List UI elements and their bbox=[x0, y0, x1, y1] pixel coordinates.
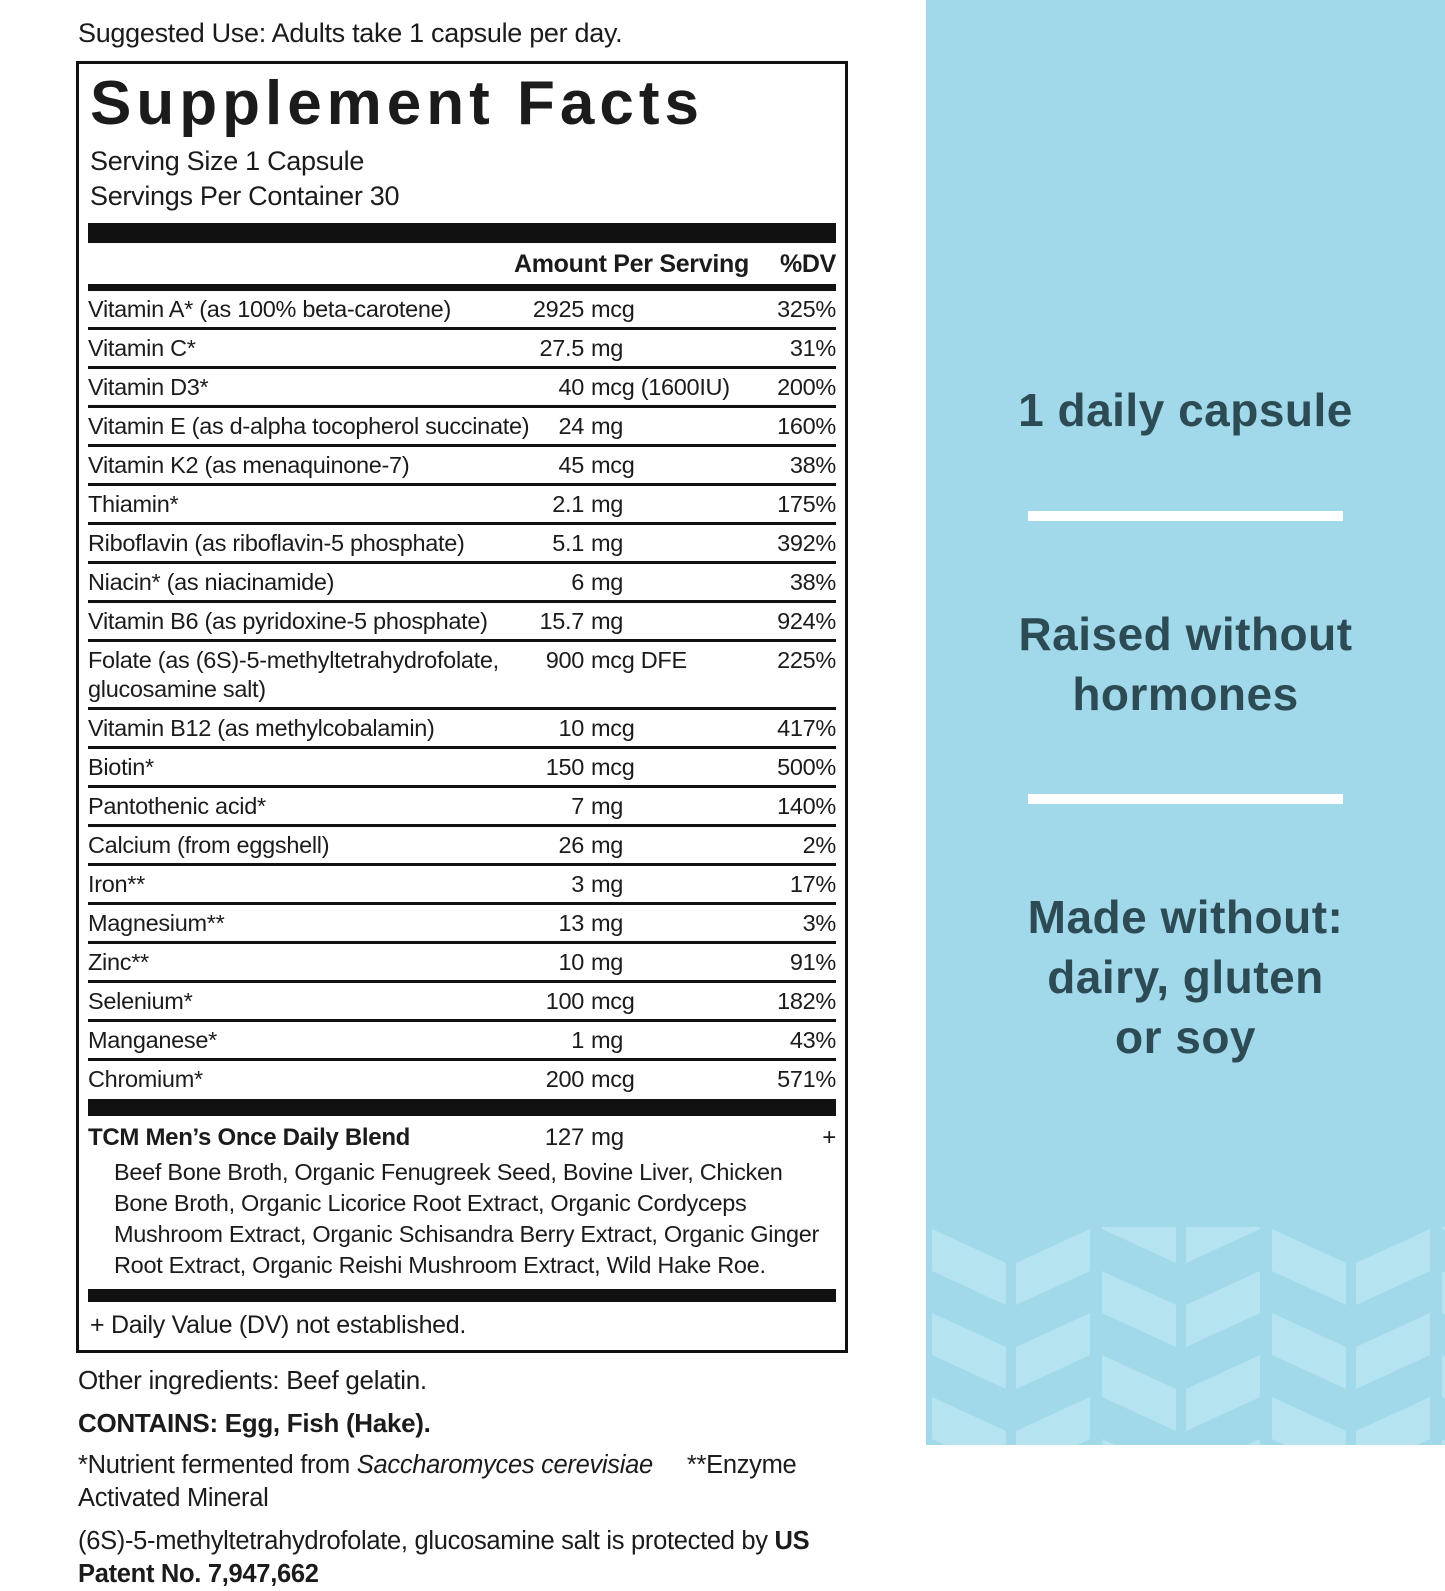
nutrient-amount-value: 27.5 bbox=[539, 335, 584, 362]
nutrient-name: Vitamin B6 (as pyridoxine-5 phosphate) bbox=[88, 608, 488, 635]
nutrient-row bbox=[88, 980, 836, 1019]
nutrient-name: Niacin* (as niacinamide) bbox=[88, 569, 335, 596]
nutrient-amount-unit: mcg bbox=[591, 296, 635, 323]
nutrient-row bbox=[88, 863, 836, 902]
nutrient-amount-value: 6 bbox=[571, 569, 584, 596]
nutrient-amount-value: 45 bbox=[558, 452, 584, 479]
nutrient-row bbox=[88, 483, 836, 522]
nutrient-amount-unit: mg bbox=[591, 530, 624, 557]
footnote-fermented-pre: *Nutrient fermented from bbox=[78, 1451, 357, 1480]
percent-dv-header: %DV bbox=[779, 250, 836, 279]
nutrient-dv: 38% bbox=[789, 569, 836, 596]
nutrient-row bbox=[88, 444, 836, 483]
footnote-enzyme: **Enzyme Activated Mineral bbox=[78, 1451, 797, 1513]
servings-per-container-text: Servings Per Container 30 bbox=[90, 181, 400, 212]
nutrient-amount-value: 2925 bbox=[532, 296, 584, 323]
nutrient-row bbox=[88, 824, 836, 863]
nutrient-name: Vitamin B12 (as methylcobalamin) bbox=[88, 715, 435, 742]
chevron-pattern bbox=[926, 1227, 1445, 1445]
contains-text: CONTAINS: Egg, Fish (Hake). bbox=[78, 1408, 431, 1439]
nutrient-amount-unit: mcg (1600IU) bbox=[591, 374, 730, 401]
supplement-facts-box bbox=[76, 61, 848, 1353]
nutrient-dv: 200% bbox=[777, 374, 836, 401]
nutrient-amount-value: 200 bbox=[545, 1066, 584, 1093]
thick-divider-bar-top bbox=[88, 223, 836, 243]
nutrient-dv: 17% bbox=[789, 871, 836, 898]
nutrient-row bbox=[88, 746, 836, 785]
nutrient-dv: 2% bbox=[802, 832, 836, 859]
claim-text: Made without: dairy, gluten or soy bbox=[1027, 891, 1344, 1063]
nutrient-amount-unit: mg bbox=[591, 1027, 624, 1054]
nutrient-name: Iron** bbox=[88, 871, 145, 898]
nutrient-dv: 182% bbox=[777, 988, 836, 1015]
nutrient-amount-unit: mcg DFE bbox=[591, 647, 687, 674]
nutrient-amount-unit: mcg bbox=[591, 988, 635, 1015]
nutrient-dv: 91% bbox=[789, 949, 836, 976]
nutrient-dv: 38% bbox=[789, 452, 836, 479]
nutrient-dv: 160% bbox=[777, 413, 836, 440]
nutrient-dv: 31% bbox=[789, 335, 836, 362]
nutrient-row bbox=[88, 902, 836, 941]
nutrient-amount-unit: mg bbox=[591, 910, 624, 937]
nutrient-name: Vitamin D3* bbox=[88, 374, 209, 401]
claims-panel bbox=[926, 0, 1445, 1445]
nutrient-name: Vitamin C* bbox=[88, 335, 196, 362]
nutrient-row bbox=[88, 561, 836, 600]
nutrient-amount-value: 900 bbox=[545, 647, 584, 674]
nutrient-amount-unit: mcg bbox=[591, 754, 635, 781]
nutrient-amount-unit: mg bbox=[591, 335, 624, 362]
nutrient-amount-unit: mg bbox=[591, 793, 624, 820]
nutrient-amount-value: 1 bbox=[571, 1027, 584, 1054]
footnote-species-italic: Saccharomyces cerevisiae bbox=[356, 1451, 653, 1480]
claims-divider bbox=[1028, 511, 1343, 521]
blend-ingredients: Beef Bone Broth, Organic Fenugreek Seed, Bovine Liver, Chicken Bone Broth, Organic Licorice Root Extract, Organic Cordyceps Mushroom Extract, Organic Schisandra Berry Extract, Organic Ginger Root Extract, Organic Reishi Mushroom Extract, Wild Hake Roe. bbox=[114, 1159, 820, 1279]
nutrient-name: Vitamin E (as d-alpha tocopherol succinate) bbox=[88, 413, 530, 440]
nutrient-name: Biotin* bbox=[88, 754, 154, 781]
dv-footnote: + Daily Value (DV) not established. bbox=[90, 1311, 467, 1340]
nutrient-amount-unit: mg bbox=[591, 871, 624, 898]
blend-amount-value: 127 bbox=[544, 1124, 584, 1152]
nutrient-row bbox=[88, 522, 836, 561]
blend-row bbox=[88, 1116, 836, 1155]
claim-text: 1 daily capsule bbox=[1018, 384, 1353, 436]
nutrient-amount-unit: mg bbox=[591, 832, 624, 859]
suggested-use-text: Suggested Use: Adults take 1 capsule per day. bbox=[78, 18, 623, 48]
table-header-row bbox=[88, 243, 836, 291]
blend-name: TCM Men’s Once Daily Blend bbox=[88, 1124, 411, 1152]
nutrient-dv: 392% bbox=[777, 530, 836, 557]
nutrient-amount-value: 26 bbox=[558, 832, 584, 859]
footnote-patent bbox=[78, 1525, 868, 1591]
footnote-patent-number: US Patent No. 7,947,662 bbox=[78, 1527, 810, 1589]
other-ingredients-text: Other ingredients: Beef gelatin. bbox=[78, 1365, 427, 1396]
nutrient-amount-unit: mg bbox=[591, 949, 624, 976]
nutrient-dv: 43% bbox=[789, 1027, 836, 1054]
nutrient-name: Vitamin K2 (as menaquinone-7) bbox=[88, 452, 410, 479]
nutrient-dv: 924% bbox=[777, 608, 836, 635]
nutrient-name: Riboflavin (as riboflavin-5 phosphate) bbox=[88, 530, 465, 557]
thick-divider-bar-bottom bbox=[88, 1289, 836, 1302]
nutrient-dv: 175% bbox=[777, 491, 836, 518]
nutrient-dv: 500% bbox=[777, 754, 836, 781]
nutrient-row bbox=[88, 639, 836, 707]
nutrient-amount-value: 150 bbox=[545, 754, 584, 781]
claims-divider bbox=[1028, 794, 1343, 804]
nutrient-amount-value: 2.1 bbox=[552, 491, 584, 518]
nutrient-dv: 417% bbox=[777, 715, 836, 742]
footnote-fermented bbox=[78, 1449, 868, 1515]
facts-title: Supplement Facts bbox=[90, 69, 704, 138]
nutrient-dv: 571% bbox=[777, 1066, 836, 1093]
nutrient-name: Thiamin* bbox=[88, 491, 179, 518]
claim-text: Raised without hormones bbox=[1018, 607, 1353, 720]
serving-size-text: Serving Size 1 Capsule bbox=[90, 146, 365, 177]
nutrient-name: Selenium* bbox=[88, 988, 193, 1015]
nutrient-amount-unit: mcg bbox=[591, 452, 635, 479]
thick-divider-bar-blend bbox=[88, 1099, 836, 1116]
nutrient-name: Zinc** bbox=[88, 949, 149, 976]
nutrient-name: Calcium (from eggshell) bbox=[88, 832, 330, 859]
nutrient-name: Folate (as (6S)-5-methyltetrahydrofolate, glucosamine salt) bbox=[88, 647, 499, 703]
nutrient-row bbox=[88, 327, 836, 366]
nutrient-row bbox=[88, 1058, 836, 1097]
claims-list bbox=[926, 0, 1445, 1068]
nutrient-name: Pantothenic acid* bbox=[88, 793, 266, 820]
amount-per-serving-header: Amount Per Serving bbox=[514, 250, 749, 279]
nutrient-amount-unit: mg bbox=[591, 413, 624, 440]
nutrient-rows bbox=[88, 291, 836, 1097]
nutrient-amount-value: 3 bbox=[571, 871, 584, 898]
nutrient-amount-value: 40 bbox=[558, 374, 584, 401]
nutrient-amount-unit: mg bbox=[591, 608, 624, 635]
nutrient-name: Chromium* bbox=[88, 1066, 203, 1093]
nutrient-amount-unit: mcg bbox=[591, 1066, 635, 1093]
nutrient-amount-value: 5.1 bbox=[552, 530, 584, 557]
footnote-patent-pre: (6S)-5-methyltetrahydrofolate, glucosamine salt is protected by bbox=[78, 1527, 775, 1556]
nutrient-row bbox=[88, 941, 836, 980]
nutrient-dv: 3% bbox=[802, 910, 836, 937]
nutrient-amount-unit: mg bbox=[591, 569, 624, 596]
nutrient-amount-unit: mg bbox=[591, 491, 624, 518]
nutrient-amount-value: 15.7 bbox=[539, 608, 584, 635]
nutrient-row bbox=[88, 707, 836, 746]
nutrient-dv: 225% bbox=[777, 647, 836, 674]
nutrient-name: Magnesium** bbox=[88, 910, 225, 937]
nutrient-amount-value: 7 bbox=[571, 793, 584, 820]
nutrient-name: Manganese* bbox=[88, 1027, 217, 1054]
nutrient-row bbox=[88, 1019, 836, 1058]
nutrient-amount-value: 13 bbox=[558, 910, 584, 937]
nutrient-row bbox=[88, 405, 836, 444]
blend-amount-unit: mg bbox=[591, 1124, 624, 1152]
nutrient-dv: 140% bbox=[777, 793, 836, 820]
nutrient-row bbox=[88, 785, 836, 824]
nutrient-row bbox=[88, 291, 836, 327]
nutrient-amount-value: 10 bbox=[558, 949, 584, 976]
nutrient-amount-value: 24 bbox=[558, 413, 584, 440]
nutrient-amount-value: 10 bbox=[558, 715, 584, 742]
nutrient-name: Vitamin A* (as 100% beta-carotene) bbox=[88, 296, 451, 323]
nutrient-amount-unit: mcg bbox=[591, 715, 635, 742]
nutrient-dv: 325% bbox=[777, 296, 836, 323]
nutrient-row bbox=[88, 366, 836, 405]
blend-dv: + bbox=[822, 1124, 836, 1152]
nutrient-amount-value: 100 bbox=[545, 988, 584, 1015]
nutrient-row bbox=[88, 600, 836, 639]
